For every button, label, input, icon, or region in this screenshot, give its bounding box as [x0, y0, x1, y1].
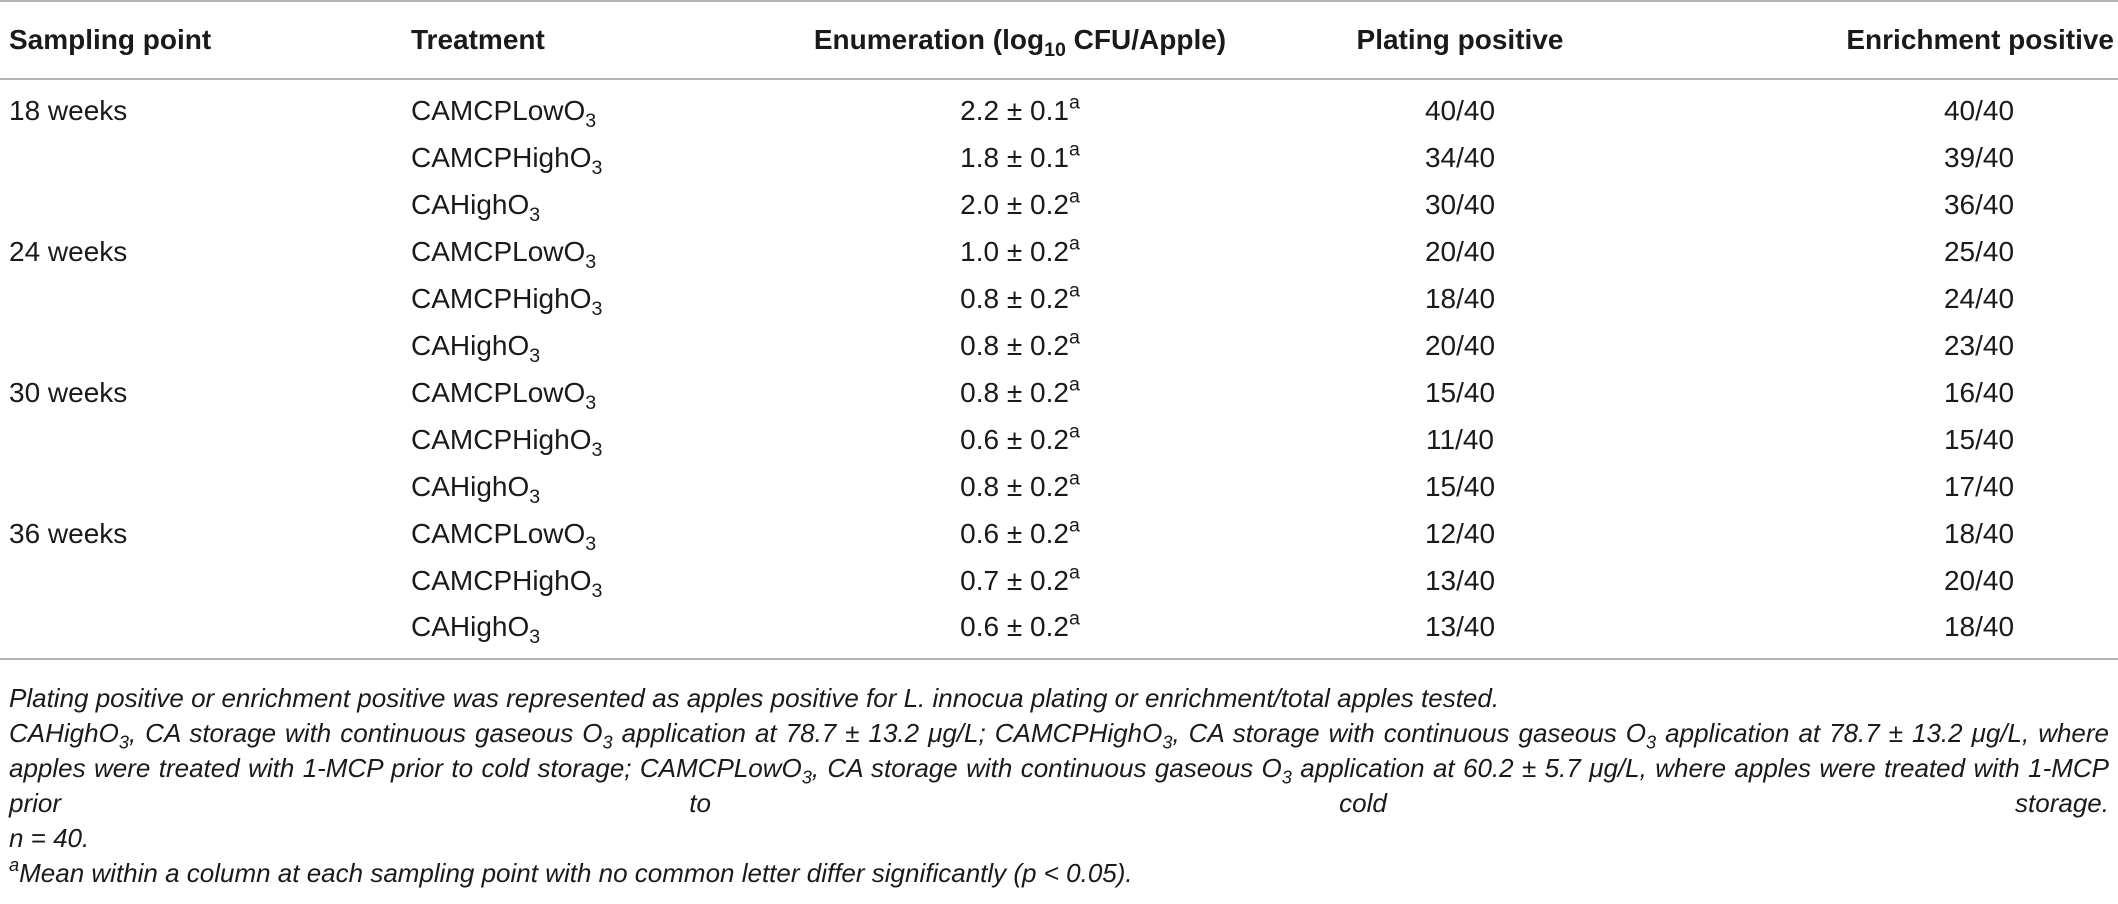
abbr-sub: 3 [801, 767, 812, 788]
significance-letter: a [1068, 231, 1080, 254]
cell-plating-positive: 12/40 [1424, 517, 1496, 549]
enumeration-value: 0.7 ± 0.2 [960, 564, 1069, 596]
cell-sampling-point: 30 weeks [9, 376, 128, 408]
treatment-name: CAMCPLowO [411, 517, 586, 549]
cell-plating-positive: 13/40 [1424, 564, 1496, 596]
sample-size-note: n = 40. [9, 823, 90, 853]
header-enumeration [800, 1, 1240, 79]
footnote-letter: a [9, 855, 20, 876]
cell-sampling-point [0, 181, 408, 228]
cell-treatment [408, 228, 800, 275]
table-row [0, 181, 2118, 228]
treatment-subscript: 3 [529, 203, 541, 226]
abbr-sub: 3 [118, 732, 129, 753]
header-enumeration-prefix: Enumeration (log [813, 24, 1045, 55]
table-row [0, 79, 2118, 134]
enumeration-value: 0.8 ± 0.2 [960, 376, 1069, 408]
header-sampling-point: Sampling point [0, 1, 408, 79]
cell-enumeration [800, 604, 1240, 659]
cell-sampling-point [0, 322, 408, 369]
footnote-text: Mean within a column at each sampling point with no common letter differ significantly (p < 0.05). [19, 858, 1133, 888]
treatment-name: CAMCPLowO [411, 235, 586, 267]
treatment-name: CAMCPHighO [411, 141, 592, 173]
header-enumeration-sub: 10 [1044, 38, 1066, 61]
cell-treatment [408, 322, 800, 369]
cell-plating-positive: 40/40 [1424, 95, 1496, 126]
treatment-name: CAMCPHighO [411, 423, 592, 455]
treatment-name: CAMCPLowO [411, 95, 586, 126]
cell-enrichment-positive: 39/40 [1943, 141, 2015, 173]
treatment-subscript: 3 [591, 156, 603, 179]
enumeration-value: 0.8 ± 0.2 [960, 282, 1069, 314]
enumeration-value: 2.0 ± 0.2 [960, 188, 1069, 220]
table-row [0, 134, 2118, 181]
table-row [0, 510, 2118, 557]
cell-enumeration [800, 463, 1240, 510]
significance-letter: a [1068, 607, 1080, 630]
cell-treatment [408, 181, 800, 228]
cell-enumeration [800, 557, 1240, 604]
treatment-subscript: 3 [585, 532, 597, 555]
abbr-sub: 3 [602, 732, 613, 753]
cell-sampling-point [0, 134, 408, 181]
cell-treatment [408, 134, 800, 181]
treatment-name: CAMCPLowO [411, 376, 586, 408]
cell-sampling-point: 18 weeks [9, 95, 128, 126]
cell-plating-positive: 18/40 [1424, 282, 1496, 314]
significance-letter: a [1068, 372, 1080, 395]
enumeration-value: 2.2 ± 0.1 [960, 95, 1069, 126]
plating-note: Plating positive or enrichment positive was represented as apples positive for L. innocua plating or enrichment/total apples tested. [9, 683, 1500, 713]
cell-enumeration [800, 275, 1240, 322]
cell-enrichment-positive: 40/40 [1943, 95, 2015, 126]
abbr-text: application at 78.7 ± 13.2 μg/L, where apples were treated with 1-MCP prior to cold storage; CAMCPLowO [9, 718, 2110, 783]
table-row [0, 463, 2118, 510]
treatment-name: CAHighO [411, 611, 530, 642]
treatment-subscript: 3 [585, 391, 597, 414]
abbr-sub: 3 [1281, 767, 1292, 788]
significance-letter: a [1068, 513, 1080, 536]
abbr-sub: 3 [1162, 732, 1173, 753]
header-enumeration-suffix: CFU/Apple) [1065, 24, 1227, 55]
cell-plating-positive: 34/40 [1424, 141, 1496, 173]
cell-enrichment-positive: 36/40 [1943, 188, 2015, 220]
treatment-name: CAMCPHighO [411, 282, 592, 314]
abbreviations-note [9, 716, 2109, 821]
cell-sampling-point: 36 weeks [9, 517, 128, 549]
cell-enumeration [800, 369, 1240, 416]
table-row [0, 369, 2118, 416]
cell-enrichment-positive: 17/40 [1943, 470, 2015, 502]
abbr-text: , CA storage with continuous gaseous O [811, 753, 1282, 783]
abbr-text: CAHighO [9, 718, 119, 748]
treatment-name: CAHighO [411, 329, 530, 361]
treatment-subscript: 3 [585, 250, 597, 273]
significance-letter: a [1068, 419, 1080, 442]
table-row [0, 604, 2118, 659]
enumeration-value: 0.8 ± 0.2 [960, 470, 1069, 502]
cell-plating-positive: 20/40 [1424, 235, 1496, 267]
cell-treatment [408, 369, 800, 416]
cell-plating-positive: 11/40 [1426, 423, 1494, 455]
significance-letter: a [1068, 278, 1080, 301]
table-row [0, 416, 2118, 463]
cell-sampling-point [0, 463, 408, 510]
treatment-subscript: 3 [591, 297, 603, 320]
table-body [0, 79, 2118, 659]
treatment-name: CAMCPHighO [411, 564, 592, 596]
treatment-subscript: 3 [591, 438, 603, 461]
cell-treatment [408, 510, 800, 557]
cell-enumeration [800, 416, 1240, 463]
cell-enumeration [800, 228, 1240, 275]
cell-treatment [408, 416, 800, 463]
table-footnotes [9, 681, 2109, 891]
cell-enumeration [800, 79, 1240, 134]
header-enrichment-positive: Enrichment positive [1680, 1, 2118, 79]
significance-footnote [9, 856, 2109, 891]
treatment-name: CAHighO [411, 188, 530, 220]
table-row [0, 275, 2118, 322]
significance-letter: a [1068, 325, 1080, 348]
cell-enrichment-positive: 15/40 [1943, 423, 2015, 455]
cell-plating-positive: 15/40 [1424, 376, 1496, 408]
cell-enumeration [800, 181, 1240, 228]
cell-enrichment-positive: 24/40 [1943, 282, 2015, 314]
cell-treatment [408, 604, 800, 659]
abbr-sub: 3 [1646, 732, 1657, 753]
cell-plating-positive: 15/40 [1424, 470, 1496, 502]
cell-enumeration [800, 134, 1240, 181]
cell-sampling-point [0, 275, 408, 322]
cell-treatment [408, 463, 800, 510]
cell-enrichment-positive: 20/40 [1943, 564, 2015, 596]
header-plating-positive: Plating positive [1240, 1, 1680, 79]
enumeration-value: 0.6 ± 0.2 [960, 423, 1069, 455]
cell-enumeration [800, 322, 1240, 369]
abbr-text: , CA storage with continuous gaseous O [128, 718, 603, 748]
treatment-subscript: 3 [585, 109, 597, 132]
cell-enumeration [800, 510, 1240, 557]
enumeration-value: 0.6 ± 0.2 [960, 517, 1069, 549]
cell-sampling-point [0, 557, 408, 604]
significance-letter: a [1068, 184, 1080, 207]
enumeration-value: 0.6 ± 0.2 [960, 611, 1069, 642]
significance-letter: a [1068, 137, 1080, 160]
abbr-text: application at 78.7 ± 13.2 μg/L; CAMCPHighO [612, 718, 1163, 748]
cell-plating-positive: 20/40 [1424, 329, 1496, 361]
abbr-text: , CA storage with continuous gaseous O [1172, 718, 1647, 748]
abbr-text: application at 60.2 ± 5.7 μg/L, where apples were treated with 1-MCP prior to cold storage. [9, 753, 2109, 818]
cell-enrichment-positive: 16/40 [1943, 376, 2015, 408]
cell-plating-positive: 13/40 [1424, 611, 1496, 642]
enumeration-value: 1.0 ± 0.2 [960, 235, 1069, 267]
table-row [0, 557, 2118, 604]
significance-letter: a [1068, 560, 1080, 583]
table-row [0, 322, 2118, 369]
cell-enrichment-positive: 23/40 [1943, 329, 2015, 361]
treatment-name: CAHighO [411, 470, 530, 502]
cell-enrichment-positive: 18/40 [1943, 517, 2015, 549]
cell-sampling-point [0, 604, 408, 659]
treatment-subscript: 3 [591, 579, 603, 602]
header-treatment: Treatment [408, 1, 800, 79]
treatment-subscript: 3 [529, 344, 541, 367]
treatment-subscript: 3 [529, 625, 541, 648]
cell-enrichment-positive: 25/40 [1943, 235, 2015, 267]
significance-letter: a [1068, 91, 1080, 114]
table-row [0, 228, 2118, 275]
cell-treatment [408, 275, 800, 322]
cell-sampling-point [0, 416, 408, 463]
table-header-row [0, 1, 2118, 79]
cell-enrichment-positive: 18/40 [1943, 611, 2015, 642]
treatment-subscript: 3 [529, 485, 541, 508]
cell-plating-positive: 30/40 [1424, 188, 1496, 220]
cell-sampling-point: 24 weeks [9, 235, 128, 267]
enumeration-value: 1.8 ± 0.1 [960, 141, 1069, 173]
significance-letter: a [1068, 466, 1080, 489]
cell-treatment [408, 557, 800, 604]
enumeration-value: 0.8 ± 0.2 [960, 329, 1069, 361]
cell-treatment [408, 79, 800, 134]
